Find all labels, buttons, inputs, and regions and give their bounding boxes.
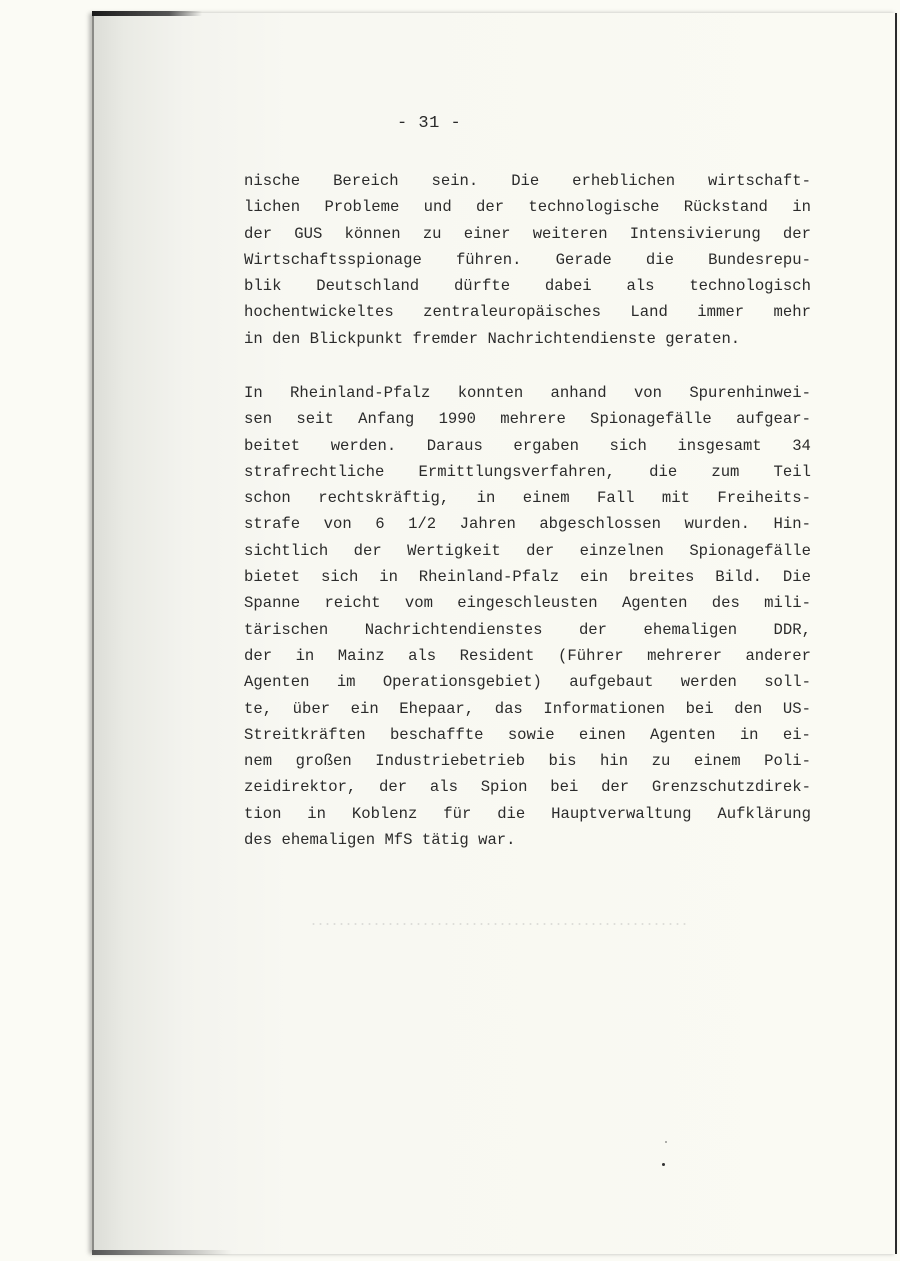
- word: soll-: [764, 673, 811, 692]
- word: Land: [630, 303, 668, 322]
- faint-scan-line: [310, 922, 690, 926]
- text-line: [244, 247, 811, 273]
- word: den: [734, 699, 763, 718]
- word: breites: [628, 568, 695, 587]
- dust-speck: [665, 1141, 667, 1143]
- word: lichen: [244, 198, 301, 217]
- word: Die: [782, 568, 811, 587]
- word: strafe: [244, 515, 301, 534]
- paragraph-2: [244, 380, 811, 853]
- word: US-: [782, 699, 811, 718]
- word: ergaben: [513, 436, 579, 455]
- word: DDR,: [773, 620, 811, 639]
- word: Nachrichtendienste: [487, 329, 656, 348]
- text-line: [244, 433, 811, 459]
- word: 34: [792, 436, 811, 455]
- word: bei: [685, 699, 714, 718]
- word: blik: [244, 277, 282, 296]
- word: nem: [244, 752, 273, 771]
- word: Agenten: [244, 673, 310, 692]
- word: der: [526, 541, 555, 560]
- word: Spionagefälle: [689, 541, 811, 560]
- word: Ermittlungsverfahren,: [418, 462, 616, 481]
- word: Agenten: [650, 725, 716, 744]
- word: Rheinland-Pfalz: [290, 384, 431, 402]
- word: als: [429, 778, 458, 797]
- word: mehrere: [500, 410, 566, 429]
- word: ei-: [782, 725, 811, 744]
- word: von: [323, 515, 352, 534]
- word: die: [645, 250, 674, 269]
- word: schon: [244, 489, 291, 508]
- word: von: [633, 384, 663, 402]
- word: konnten: [457, 384, 524, 402]
- page-number: - 31 -: [397, 114, 462, 133]
- text-line: [244, 827, 811, 853]
- word: einen: [578, 725, 626, 744]
- word: Wirtschaftsspionage: [244, 250, 422, 269]
- word: technologische: [528, 198, 660, 217]
- word: 1/2: [408, 515, 437, 534]
- text-line: [244, 326, 811, 352]
- word: Blickpunkt: [309, 329, 404, 348]
- text-line: [244, 696, 811, 722]
- word: zum: [711, 462, 740, 481]
- word: Operationsgebiet): [382, 673, 542, 692]
- word: einem: [522, 489, 570, 508]
- word: Teil: [773, 462, 811, 481]
- word: sich: [609, 436, 647, 455]
- text-line: [244, 299, 811, 325]
- word: für: [443, 804, 472, 823]
- word: Daraus: [426, 436, 483, 455]
- word: einer: [463, 224, 511, 243]
- word: Bereich: [333, 172, 399, 190]
- word: weiteren: [532, 224, 608, 243]
- page-bottom-shadow: [92, 1250, 232, 1255]
- word: eingeschleusten: [457, 594, 598, 613]
- word: werden: [680, 673, 737, 692]
- text-line: [244, 406, 811, 432]
- word: des: [244, 831, 273, 850]
- text-line: [244, 273, 811, 299]
- word: ehemaligen: [643, 620, 738, 639]
- text-line: [244, 669, 811, 695]
- word: beschaffte: [389, 725, 484, 744]
- word: nische: [244, 172, 301, 190]
- word: Informationen: [543, 699, 666, 718]
- word: sich: [320, 568, 359, 587]
- word: wurden.: [684, 515, 750, 534]
- word: Resident: [459, 646, 535, 665]
- word: der: [601, 778, 630, 797]
- word: die: [649, 462, 678, 481]
- word: Bundesrepu-: [708, 250, 811, 269]
- word: Deutschland: [316, 277, 420, 296]
- word: der: [244, 646, 273, 665]
- word: in: [476, 489, 496, 508]
- word: als: [626, 277, 655, 296]
- text-line: [244, 221, 811, 247]
- text-line: [244, 511, 811, 537]
- word: Die: [511, 172, 540, 190]
- text-line: [244, 538, 811, 564]
- word: fremder: [412, 329, 479, 348]
- word: Rheinland-Pfalz: [418, 568, 560, 587]
- word: Wertigkeit: [407, 541, 501, 560]
- word: Ehepaar,: [399, 699, 475, 718]
- word: mit: [661, 489, 690, 508]
- word: Aufklärung: [717, 804, 811, 823]
- word: Probleme: [324, 198, 400, 217]
- word: Anfang: [358, 410, 415, 429]
- text-line: [244, 590, 811, 616]
- word: Fall: [597, 489, 635, 508]
- word: reicht: [324, 594, 381, 613]
- word: mili-: [764, 594, 811, 613]
- text-line: [244, 722, 811, 748]
- word: abgeschlossen: [539, 515, 661, 534]
- word: in: [244, 329, 263, 348]
- word: ein: [350, 699, 379, 718]
- word: Streitkräften: [244, 725, 366, 744]
- word: immer: [697, 303, 745, 322]
- word: hin: [600, 752, 629, 771]
- word: sichtlich: [244, 541, 329, 560]
- text-line: [244, 774, 811, 800]
- word: einzelnen: [579, 541, 664, 560]
- text-line: [244, 643, 811, 669]
- word: Nachrichtendienstes: [364, 620, 543, 639]
- word: aufgebaut: [569, 673, 654, 692]
- word: Agenten: [621, 594, 688, 613]
- word: zeidirektor,: [244, 778, 357, 797]
- word: sein.: [431, 172, 479, 190]
- word: Rückstand: [683, 198, 768, 217]
- word: erheblichen: [572, 172, 676, 190]
- word: in: [739, 725, 759, 744]
- word: in: [307, 804, 327, 823]
- word: war.: [478, 831, 516, 850]
- word: dabei: [544, 277, 592, 296]
- word: der: [578, 620, 608, 639]
- word: anderer: [745, 646, 811, 665]
- word: mehr: [773, 303, 811, 322]
- word: Hin-: [773, 515, 811, 534]
- word: Spurenhinwei-: [689, 384, 811, 402]
- word: der: [476, 198, 505, 217]
- word: GUS: [294, 224, 323, 243]
- text-line: [244, 168, 811, 194]
- word: über: [292, 699, 331, 718]
- text-line: [244, 617, 811, 643]
- word: Grenzschutzdirek-: [651, 778, 811, 797]
- word: Gerade: [555, 250, 612, 269]
- word: in: [295, 646, 315, 665]
- word: tärischen: [244, 620, 329, 639]
- word: Mainz: [337, 646, 385, 665]
- word: Spionagefälle: [590, 410, 712, 429]
- word: der: [244, 224, 273, 243]
- word: technologisch: [689, 277, 811, 296]
- word: strafrechtliche: [244, 462, 385, 481]
- word: dürfte: [453, 277, 511, 296]
- word: te,: [244, 699, 273, 718]
- word: rechtskräftig,: [318, 489, 450, 508]
- word: als: [408, 646, 437, 665]
- word: Spanne: [244, 594, 301, 613]
- word: einem: [693, 752, 741, 771]
- word: Intensivierung: [629, 224, 761, 243]
- word: den: [272, 329, 301, 348]
- word: aufgear-: [736, 410, 811, 429]
- word: führen.: [455, 250, 522, 269]
- paragraph-1: [244, 168, 811, 352]
- word: (Führer: [558, 646, 624, 665]
- text-line: [244, 194, 811, 220]
- word: können: [344, 224, 401, 243]
- word: zentraleuropäisches: [423, 303, 601, 322]
- text-line: [244, 748, 811, 774]
- word: tion: [244, 804, 282, 823]
- word: sowie: [507, 725, 555, 744]
- word: bietet: [244, 568, 301, 587]
- word: Bild.: [715, 568, 763, 587]
- word: wirtschaft-: [708, 172, 811, 190]
- word: 6: [375, 515, 385, 534]
- word: bei: [550, 778, 579, 797]
- word: der: [353, 541, 382, 560]
- word: bis: [548, 752, 577, 771]
- word: hochentwickeltes: [244, 303, 394, 322]
- word: Koblenz: [351, 804, 418, 823]
- word: und: [423, 198, 452, 217]
- word: in: [792, 198, 811, 217]
- word: großen: [295, 752, 352, 771]
- word: die: [497, 804, 526, 823]
- word: In: [244, 384, 263, 402]
- word: in: [379, 568, 398, 587]
- word: MfS: [384, 831, 413, 850]
- word: zu: [422, 224, 442, 243]
- text-line: [244, 485, 811, 511]
- word: Hauptverwaltung: [551, 804, 692, 823]
- word: seit: [296, 410, 334, 429]
- word: insgesamt: [677, 436, 762, 455]
- word: tätig: [421, 831, 469, 850]
- word: des: [711, 594, 740, 613]
- word: im: [336, 673, 356, 692]
- word: der: [782, 224, 811, 243]
- word: 1990: [438, 410, 476, 429]
- word: Industriebetrieb: [375, 752, 525, 771]
- word: sen: [244, 410, 273, 429]
- word: mehrerer: [647, 646, 722, 665]
- text-line: [244, 564, 811, 590]
- word: Jahren: [459, 515, 516, 534]
- page-top-shadow: [92, 11, 202, 16]
- word: Spion: [480, 778, 528, 797]
- word: vom: [404, 594, 433, 613]
- word: das: [494, 699, 523, 718]
- word: ein: [580, 568, 609, 587]
- text-line: [244, 380, 811, 406]
- word: Poli-: [764, 752, 811, 771]
- text-line: [244, 801, 811, 827]
- word: werden.: [330, 436, 397, 455]
- word: Freiheits-: [717, 489, 811, 508]
- word: zu: [651, 752, 671, 771]
- word: ehemaligen: [281, 831, 376, 850]
- dust-speck: [662, 1163, 665, 1166]
- text-line: [244, 459, 811, 485]
- word: beitet: [244, 436, 301, 455]
- word: anhand: [550, 384, 607, 402]
- word: geraten.: [665, 329, 741, 348]
- word: der: [379, 778, 408, 797]
